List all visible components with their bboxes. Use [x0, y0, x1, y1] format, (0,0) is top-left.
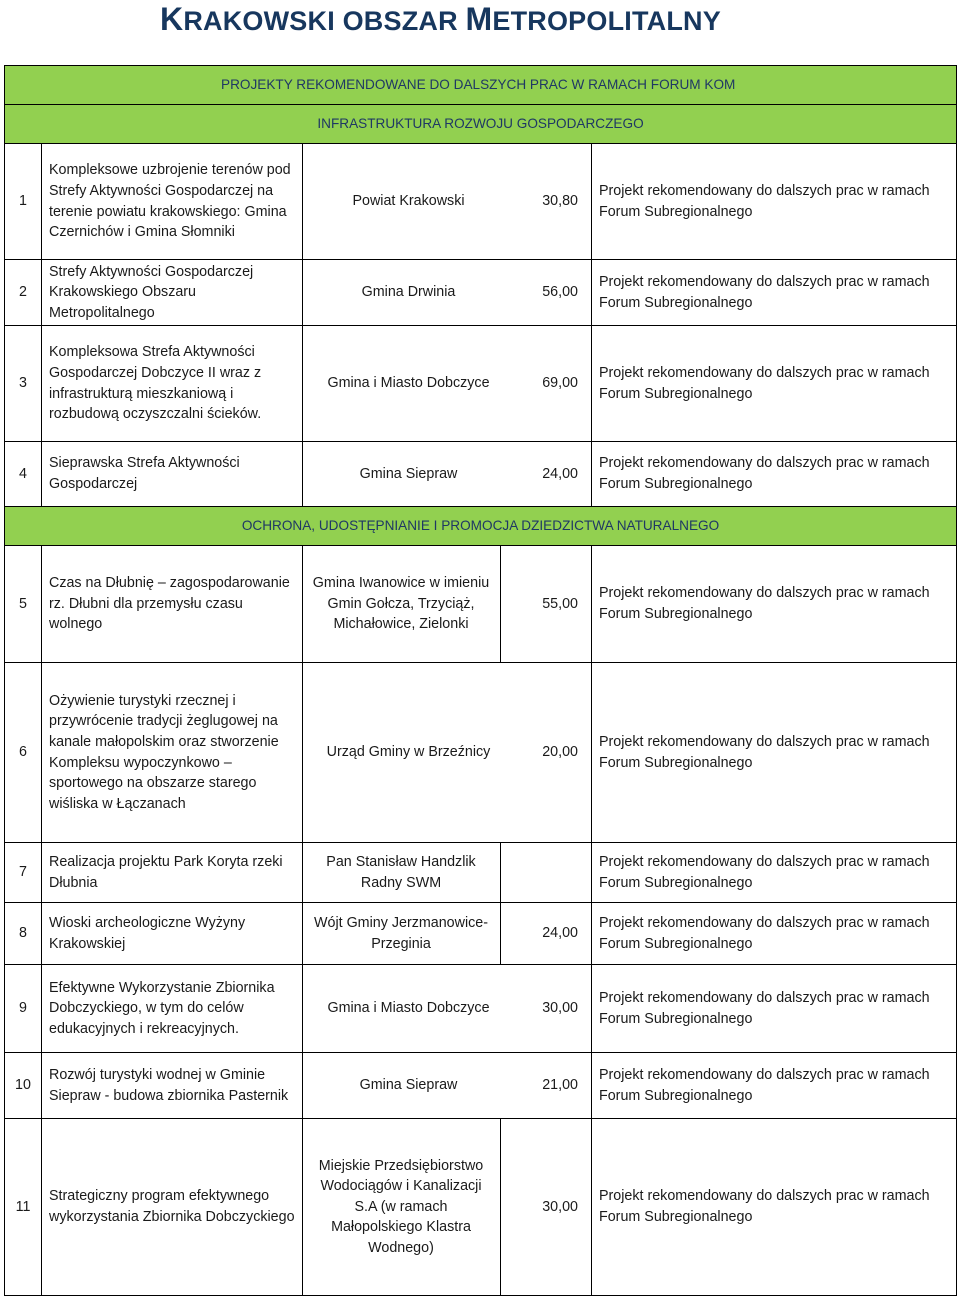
beneficiary: Powiat Krakowski	[352, 193, 465, 210]
amount: 24,00	[542, 465, 578, 482]
row-number: 1	[5, 144, 42, 260]
row-number: 8	[5, 903, 42, 965]
amount: 24,00	[501, 903, 592, 965]
status: Projekt rekomendowany do dalszych prac w ramach Forum Subregionalnego	[592, 965, 957, 1053]
project-name: Wioski archeologiczne Wyżyny Krakowskiej	[42, 903, 303, 965]
status: Projekt rekomendowany do dalszych prac w ramach Forum Subregionalnego	[592, 1119, 957, 1296]
status: Projekt rekomendowany do dalszych prac w ramach Forum Subregionalnego	[592, 546, 957, 663]
amount: 30,80	[542, 193, 578, 210]
project-name: Efektywne Wykorzystanie Zbiornika Dobczyckiego, w tym do celów edukacyjnych i rekreacyjnych.	[42, 965, 303, 1053]
row-number: 5	[5, 546, 42, 663]
project-name: Czas na Dłubnię – zagospodarowanie rz. Dłubni dla przemysłu czasu wolnego	[42, 546, 303, 663]
status: Projekt rekomendowany do dalszych prac w ramach Forum Subregionalnego	[592, 144, 957, 260]
table-main-header: PROJEKTY REKOMENDOWANE DO DALSZYCH PRAC W RAMACH FORUM KOM	[5, 66, 957, 105]
amount: 55,00	[501, 546, 592, 663]
beneficiary: Gmina Siepraw	[359, 465, 458, 482]
row-number: 9	[5, 965, 42, 1053]
table-row	[5, 1119, 957, 1296]
table-header-row	[5, 66, 957, 105]
status: Projekt rekomendowany do dalszych prac w ramach Forum Subregionalnego	[592, 260, 957, 326]
project-name: Rozwój turystyki wodnej w Gminie Siepraw - budowa zbiornika Pasternik	[42, 1053, 303, 1119]
beneficiary: Gmina i Miasto Dobczyce	[327, 1000, 490, 1017]
beneficiary: Gmina i Miasto Dobczyce	[327, 375, 490, 392]
beneficiary: Wójt Gminy Jerzmanowice-Przeginia	[303, 903, 501, 965]
beneficiary-amount-cell	[303, 260, 592, 326]
table-row	[5, 326, 957, 442]
table-row	[5, 965, 957, 1053]
row-number: 3	[5, 326, 42, 442]
status: Projekt rekomendowany do dalszych prac w ramach Forum Subregionalnego	[592, 326, 957, 442]
amount: 20,00	[542, 744, 578, 761]
section-header-infrastructure: INFRASTRUKTURA ROZWOJU GOSPODARCZEGO	[5, 105, 957, 144]
beneficiary-amount-cell	[303, 663, 592, 843]
status: Projekt rekomendowany do dalszych prac w ramach Forum Subregionalnego	[592, 843, 957, 903]
row-number: 11	[5, 1119, 42, 1296]
amount: 30,00	[501, 1119, 592, 1296]
beneficiary: Gmina Siepraw	[359, 1077, 458, 1094]
beneficiary: Gmina Drwinia	[361, 284, 456, 301]
beneficiary-amount-cell	[303, 144, 592, 260]
section-header-row	[5, 507, 957, 546]
status: Projekt rekomendowany do dalszych prac w ramach Forum Subregionalnego	[592, 903, 957, 965]
page-title: KRAKOWSKI OBSZAR METROPOLITALNY	[160, 1, 721, 37]
beneficiary: Miejskie Przedsiębiorstwo Wodociągów i Kanalizacji S.A (w ramach Małopolskiego Klastra Wodnego)	[303, 1119, 501, 1296]
table-row	[5, 903, 957, 965]
row-number: 2	[5, 260, 42, 326]
beneficiary-amount-cell	[303, 442, 592, 507]
project-name: Kompleksowe uzbrojenie terenów pod Strefy Aktywności Gospodarczej na terenie powiatu krakowskiego: Gmina Czernichów i Gmina Słomniki	[42, 144, 303, 260]
table-row	[5, 546, 957, 663]
projects-table	[4, 65, 957, 1296]
project-name: Sieprawska Strefa Aktywności Gospodarczej	[42, 442, 303, 507]
table-row	[5, 260, 957, 326]
row-number: 4	[5, 442, 42, 507]
project-name: Ożywienie turystyki rzecznej i przywrócenie tradycji żeglugowej na kanale małopolskim oraz stworzenie Kompleksu wypoczynkowo – sportowego na obszarze starego wiśliska w Łączanach	[42, 663, 303, 843]
beneficiary: Urząd Gminy w Brzeźnicy	[326, 744, 491, 761]
table-row	[5, 843, 957, 903]
row-number: 7	[5, 843, 42, 903]
table-row	[5, 442, 957, 507]
status: Projekt rekomendowany do dalszych prac w ramach Forum Subregionalnego	[592, 442, 957, 507]
project-name: Realizacja projektu Park Koryta rzeki Dłubnia	[42, 843, 303, 903]
table-row	[5, 144, 957, 260]
amount: 56,00	[542, 284, 578, 301]
table-row	[5, 1053, 957, 1119]
status: Projekt rekomendowany do dalszych prac w ramach Forum Subregionalnego	[592, 663, 957, 843]
project-name: Kompleksowa Strefa Aktywności Gospodarczej Dobczyce II wraz z infrastrukturą mieszkaniową i rozbudową oczyszczalni ścieków.	[42, 326, 303, 442]
beneficiary-amount-cell	[303, 1053, 592, 1119]
beneficiary-amount-cell	[303, 965, 592, 1053]
table-row	[5, 663, 957, 843]
row-number: 10	[5, 1053, 42, 1119]
amount: 30,00	[542, 1000, 578, 1017]
project-name: Strefy Aktywności Gospodarczej Krakowskiego Obszaru Metropolitalnego	[42, 260, 303, 326]
amount	[501, 843, 592, 903]
beneficiary: Gmina Iwanowice w imieniu Gmin Gołcza, Trzyciąż, Michałowice, Zielonki	[303, 546, 501, 663]
amount: 69,00	[542, 375, 578, 392]
section-header-row	[5, 105, 957, 144]
status: Projekt rekomendowany do dalszych prac w ramach Forum Subregionalnego	[592, 1053, 957, 1119]
row-number: 6	[5, 663, 42, 843]
project-name: Strategiczny program efektywnego wykorzystania Zbiornika Dobczyckiego	[42, 1119, 303, 1296]
amount: 21,00	[542, 1077, 578, 1094]
beneficiary: Pan Stanisław Handzlik Radny SWM	[303, 843, 501, 903]
beneficiary-amount-cell	[303, 326, 592, 442]
section-header-heritage: OCHRONA, UDOSTĘPNIANIE I PROMOCJA DZIEDZICTWA NATURALNEGO	[5, 507, 957, 546]
